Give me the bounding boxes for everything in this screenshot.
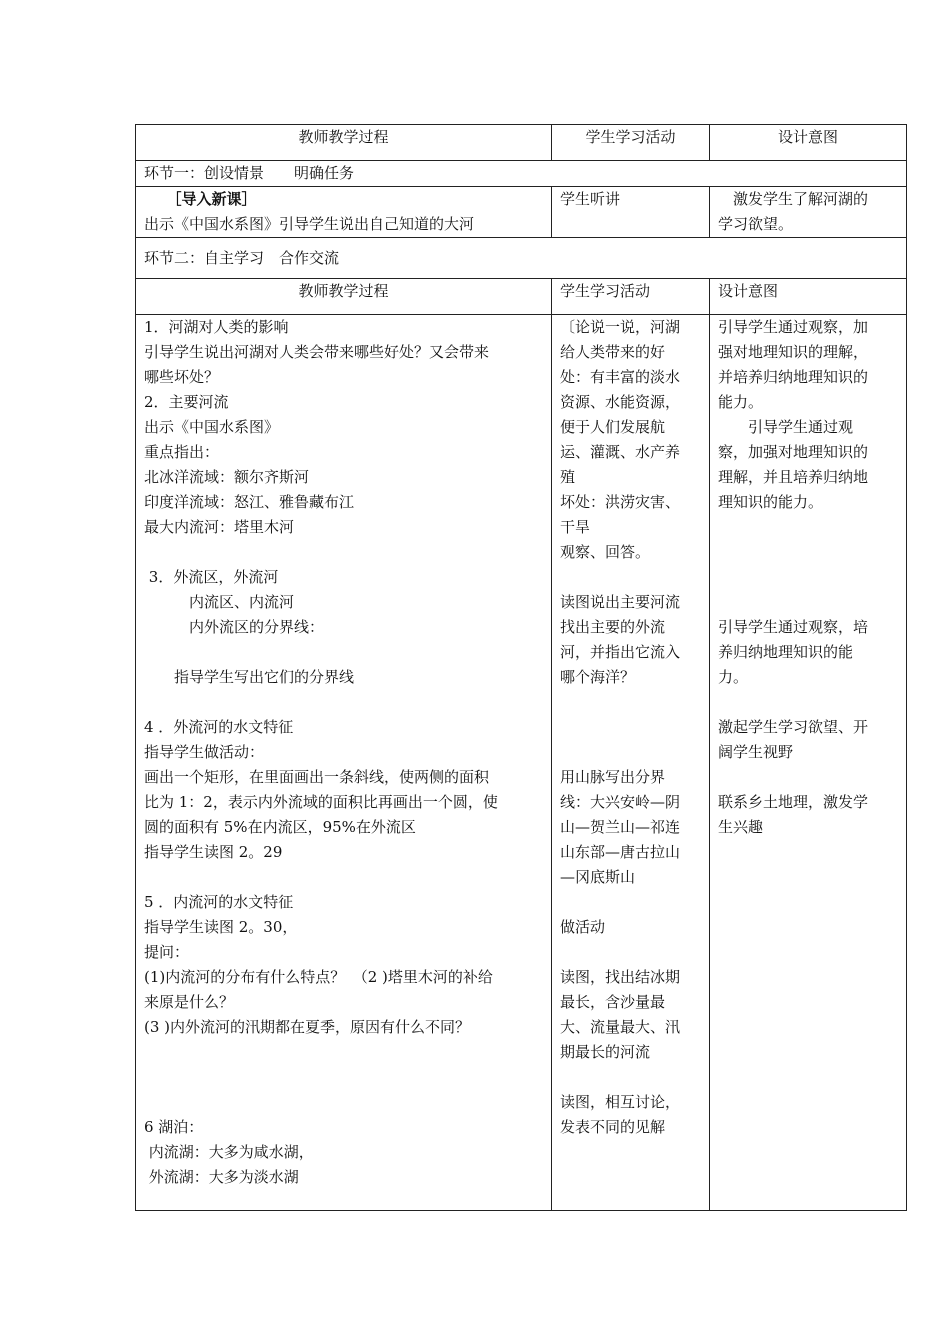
intent-line: 阔学生视野 (718, 743, 794, 761)
teacher-line (144, 865, 543, 890)
teacher-line: 北冰洋流域：额尔齐斯河 (144, 468, 310, 486)
intent-line: 能力。 (718, 393, 764, 411)
teacher-line: 内外流区的分界线： (144, 618, 325, 636)
teacher-line (144, 1040, 543, 1065)
teacher-line: 重点指出： (144, 443, 220, 461)
student-line: 读图，相互讨论， (560, 1093, 681, 1111)
student-line: 便于人们发展航 (560, 418, 666, 436)
intent-line: 引导学生通过观 (718, 418, 854, 436)
teacher-line: 指导学生做活动： (144, 743, 265, 761)
student-line: 给人类带来的好 (560, 343, 666, 361)
student-line: 山东部—唐古拉山 (560, 843, 681, 861)
main-content-row (136, 315, 907, 1211)
student-line: 观察、回答。 (560, 543, 651, 561)
teacher-line: (3 )内外流河的汛期都在夏季，原因有什么不同？ (144, 1018, 471, 1036)
intent-line (718, 515, 898, 540)
teacher-line: 出示《中国水系图》 (144, 418, 280, 436)
student-line (560, 565, 701, 590)
teacher-line: 最大内流河：塔里木河 (144, 518, 295, 536)
student-line (560, 940, 701, 965)
intent-line: 并培养归纳地理知识的 (718, 368, 869, 386)
teacher-line: 提问： (144, 943, 190, 961)
student-line: 读图，找出结冰期 (560, 968, 681, 986)
header-student-activity: 学生学习活动 (552, 125, 710, 161)
intent-line (718, 590, 898, 615)
section-two-title: 环节二：自主学习 合作交流 (136, 238, 907, 279)
student-line: 读图说出主要河流 (560, 593, 681, 611)
intent-line: 生兴趣 (718, 818, 764, 836)
intro-intent-line-2: 学习欲望。 (718, 215, 794, 233)
intro-text: 出示《中国水系图》引导学生说出自己知道的大河 (144, 215, 475, 233)
teacher-line (144, 640, 543, 665)
student-line (560, 1065, 701, 1090)
student-line: —冈底斯山 (560, 868, 636, 886)
teacher-line: 2．主要河流 (144, 393, 229, 411)
intent-line: 养归纳地理知识的能 (718, 643, 854, 661)
student-line: 发表不同的见解 (560, 1118, 666, 1136)
subheader-teacher-process: 教师教学过程 (136, 279, 552, 315)
intent-line: 联系乡土地理，激发学 (718, 793, 869, 811)
intent-line: 引导学生通过观察，培 (718, 618, 869, 636)
teacher-line: 印度洋流域：怒江、雅鲁藏布江 (144, 493, 355, 511)
teacher-line: 1．河湖对人类的影响 (144, 318, 289, 336)
header-design-intent: 设计意图 (710, 125, 907, 161)
student-line (560, 690, 701, 715)
student-line: 山—贺兰山—祁连 (560, 818, 681, 836)
teacher-line: 来原是什么？ (144, 993, 235, 1011)
intro-teacher-cell (136, 187, 552, 238)
student-line: 哪个海洋？ (560, 668, 636, 686)
subheader-design-intent: 设计意图 (710, 279, 907, 315)
teacher-line: 比为 1：2，表示内外流域的面积比再画出一个圆，使 (144, 793, 498, 811)
teacher-line: 外流湖：大多为淡水湖 (144, 1168, 299, 1186)
teacher-line: 圆的面积有 5%在内流区，95%在外流区 (144, 818, 416, 836)
teacher-line: 指导学生读图 2。30， (144, 918, 298, 936)
student-line: 殖 (560, 468, 576, 486)
intent-line: 强对地理知识的理解， (718, 343, 869, 361)
teacher-line: 5 ．内流河的水文特征 (144, 893, 294, 911)
intent-line (718, 690, 898, 715)
subheader-student-activity: 学生学习活动 (552, 279, 710, 315)
table-subheader-row (136, 279, 907, 315)
student-line (560, 715, 701, 740)
student-line: 做活动 (560, 918, 606, 936)
teacher-line: (1)内流河的分布有什么特点？ （2 )塔里木河的补给 (144, 968, 493, 986)
intent-line: 激起学生学习欲望、开 (718, 718, 869, 736)
section-one-row (136, 161, 907, 187)
intro-row (136, 187, 907, 238)
main-intent-cell (710, 315, 907, 1211)
teacher-line (144, 540, 543, 565)
teacher-line: 画出一个矩形，在里面画出一条斜线，使两侧的面积 (144, 768, 490, 786)
header-teacher-process: 教师教学过程 (136, 125, 552, 161)
teacher-line: 哪些坏处？ (144, 368, 220, 386)
student-line: 找出主要的外流 (560, 618, 666, 636)
intent-line: 理解，并且培养归纳地 (718, 468, 869, 486)
student-line: 最长，含沙量最 (560, 993, 666, 1011)
teacher-line (144, 1090, 543, 1115)
teacher-line: 指导学生读图 2。29 (144, 843, 283, 861)
student-line: 河，并指出它流入 (560, 643, 681, 661)
student-line (560, 890, 701, 915)
teacher-line: 3．外流区，外流河 (144, 568, 279, 586)
section-two-row (136, 238, 907, 279)
table-header-row (136, 125, 907, 161)
intent-line: 力。 (718, 668, 749, 686)
intent-line (718, 765, 898, 790)
intent-line (718, 565, 898, 590)
teacher-line: 内流湖：大多为咸水湖， (144, 1143, 314, 1161)
lesson-plan-table (135, 124, 907, 1211)
intro-intent-cell (710, 187, 907, 238)
teacher-line: 6 湖泊： (144, 1118, 204, 1136)
intro-tag: ［导入新课］ (144, 190, 257, 208)
intro-student-cell (552, 187, 710, 238)
teacher-line (144, 1065, 543, 1090)
main-teacher-cell (136, 315, 552, 1211)
intent-line (718, 540, 898, 565)
student-line: 期最长的河流 (560, 1043, 651, 1061)
teacher-line: 引导学生说出河湖对人类会带来哪些好处？又会带来 (144, 343, 490, 361)
student-line (560, 740, 701, 765)
student-line: 线：大兴安岭—阴 (560, 793, 681, 811)
intent-line: 察，加强对地理知识的 (718, 443, 869, 461)
intro-intent-line-1: 激发学生了解河湖的 (718, 190, 869, 208)
main-student-cell (552, 315, 710, 1211)
student-line: 干旱 (560, 518, 591, 536)
student-line: 用山脉写出分界 (560, 768, 666, 786)
intent-line: 引导学生通过观察，加 (718, 318, 869, 336)
intent-line: 理知识的能力。 (718, 493, 824, 511)
teacher-line (144, 690, 543, 715)
student-line: 〔论说一说，河湖 (560, 318, 681, 336)
student-line: 大、流量最大、汛 (560, 1018, 681, 1036)
teacher-line: 指导学生写出它们的分界线 (144, 668, 355, 686)
student-line: 运、灌溉、水产养 (560, 443, 681, 461)
intro-student-text: 学生听讲 (560, 190, 621, 208)
section-one-title: 环节一：创设情景 明确任务 (136, 161, 907, 187)
student-line: 处：有丰富的淡水 (560, 368, 681, 386)
student-line: 坏处：洪涝灾害、 (560, 493, 681, 511)
teacher-line: 4 ．外流河的水文特征 (144, 718, 294, 736)
teacher-line: 内流区、内流河 (144, 593, 295, 611)
student-line: 资源、水能资源， (560, 393, 681, 411)
